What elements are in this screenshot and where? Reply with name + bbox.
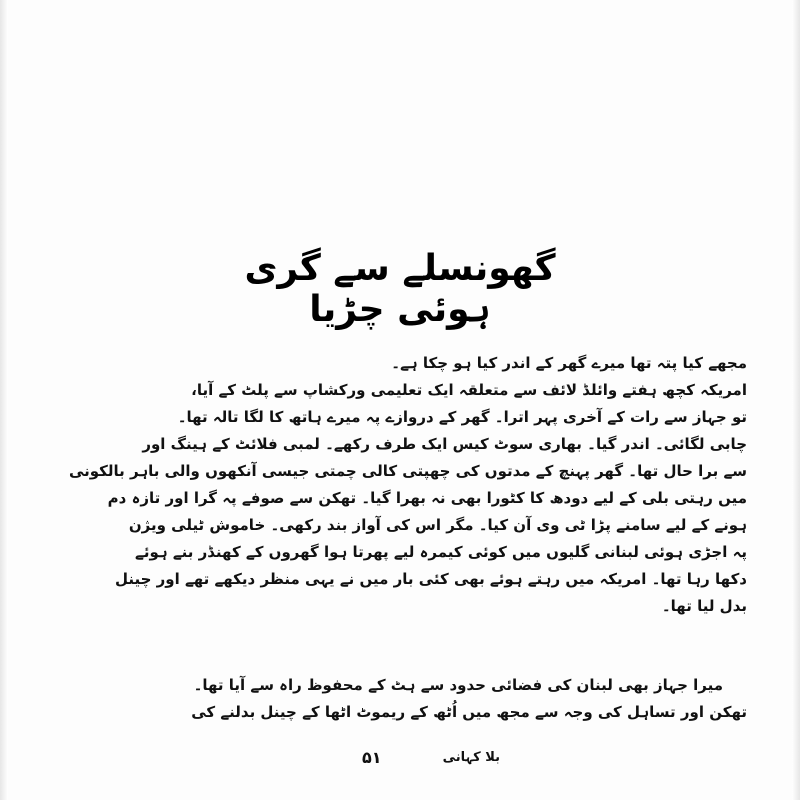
text-line: امریکہ کچھ ہفتے وائلڈ لائف سے متعلقہ ایک تعلیمی ورکشاپ سے پلٹ کے آیا، <box>191 381 747 399</box>
text-line: سے برا حال تھا۔ گھر پہنچ کے مدتوں کی چھپتی کالی چمتی جیسی آنکھوں والی باہر بالکونی <box>68 462 747 480</box>
body-text <box>68 350 747 726</box>
chapter-title: گھونسلے سے گری ہوئی چڑیا <box>244 248 556 330</box>
text-line: پہ اجڑی ہوئی لبنانی گلیوں میں کوئی کیمرہ لیے پھرتا ہوا گھروں کے کھنڈر بنے ہوئے <box>135 543 747 561</box>
paragraph-gap <box>192 620 747 672</box>
text-line: ہونے کے لیے سامنے پڑا ٹی وی آن کیا۔ مگر اس کی آواز بند رکھی۔ خاموش ٹیلی ویژن <box>128 516 747 534</box>
page-edge-right <box>792 0 800 800</box>
text-line: بدل لیا تھا۔ <box>661 597 747 615</box>
book-title: بلا کہانی <box>442 750 500 765</box>
text-line: چابی لگائی۔ اندر گیا۔ بھاری سوٹ کیس ایک طرف رکھے۔ لمبی فلائٹ کے ہینگ اور <box>142 435 747 453</box>
text-line: تھکن اور تساہل کی وجہ سے مجھ میں اُٹھ کے ریموٹ اٹھا کے چینل بدلنے کی <box>191 703 747 721</box>
text-line: میں رہتی بلی کے لیے دودھ کا کٹورا بھی نہ بھرا گیا۔ تھکن سے صوفے پہ گرا اور تازہ دم <box>107 489 747 507</box>
page-footer <box>340 748 500 772</box>
text-line: میرا جہاز بھی لبنان کی فضائی حدود سے ہٹ کے محفوظ راہ سے آیا تھا۔ <box>193 676 723 694</box>
text-line: دکھا رہا تھا۔ امریکہ میں رہتے ہوئے بھی کئی بار میں نے یہی منظر دیکھے تھے اور چینل <box>114 570 747 588</box>
page-number: ۵۱ <box>362 748 382 767</box>
text-line: تو جہاز سے رات کے آخری پہر اترا۔ گھر کے دروازے پہ میرے ہاتھ کا لگا تالہ تھا۔ <box>177 408 747 426</box>
text-line: مجھے کیا پتہ تھا میرے گھر کے اندر کیا ہو چکا ہے۔ <box>391 354 747 372</box>
page-edge-left <box>0 0 8 800</box>
